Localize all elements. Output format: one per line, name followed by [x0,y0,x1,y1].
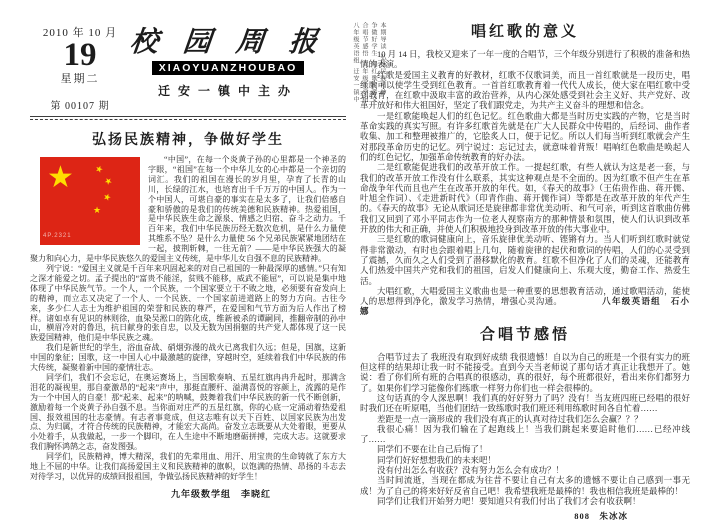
left-column [30,16,386,500]
article-paragraph: 合唱节过去了 我班没有取到好成绩 我很遗憾！自以为自己的班是一个很有实力的班但这样的结果却让我一时不能接受。直到今天当老师说了那句话才真正让我想开了。她说：看了你们所有班的合唱真的很感动，真的很好，每个班都很好，看出来你们都努力了。如果你们学习能像你们练歌一样努力你们也一样会很棒的。 [360,351,690,393]
article-paragraph: 红歌是爱国主义教育的好教材，红歌不仅歌词美，而且一首红歌就是一段历史，唱红歌可以使学生受到红色教育。一首首红歌教育着一代代人成长，使大家在唱红歌中受到教育，在红歌中汲取丰富的政治营养，从内心深处感受到社会主义好、共产党好、改革开放好和伟大祖国好，坚定了我们跟党走，为共产主义奋斗的理想和信念。 [360,69,690,111]
article-paragraph-text: 大唱红歌，大唱爱国主义歌曲也是一种重要的思想教育活动，通过歌唱活动，能使人的思想得到净化，激发学习热情，增强心灵沟通。 [360,285,690,307]
flag-small-star-icon: ★ [93,162,105,176]
masthead-vertical-note: 迁安一镇中 [352,68,359,103]
flag-watermark: 4P.2321 [43,233,72,240]
article2-byline: 808 朱冰冰 [574,511,628,522]
paper-title-pinyin: XIAOYUANZHOUBAO [152,61,305,75]
masthead-vertical-note: 合唱节感悟 [361,22,368,57]
flag-small-star-icon: ★ [102,174,115,188]
flag-small-star-icon: ★ [93,205,102,215]
left-article-headline: 弘扬民族精神，争做好学生 [92,133,284,148]
paper-organizer: 迁安一镇中主办 [158,84,299,98]
article1-byline: 八年级英语组 石小娜 [360,296,690,317]
article-paragraph: 10 月 14 日，我校又迎来了一年一度的合唱节，三个年级分别进行了积极的准备和热情的表演。 [360,49,690,70]
separator-solid-line [30,116,346,117]
article1-body [360,49,690,317]
article2-paragraphs [360,352,690,506]
flag-small-star-icon: ★ [101,190,113,204]
issue-number: 第 00107 期 [50,101,110,112]
masthead [30,16,386,112]
separator-dashed-line [30,119,346,120]
article-paragraph: 三是红歌的歌词健康向上，音乐旋律优美动听、铿锵有力。当人们听到红歌时就觉得非常激动，有时也会跟着唱上几句，随着旋律的起伏和歌词的传唱，人们的心灵受到了震撼，久而久之人们受到了潜移默化的教育。红歌不但净化了人们的灵魂，还能教育人们热爱中国共产党和我们的祖国，启发人们健康向上、乐观大度，勤奋工作、热爱生活。 [360,234,690,286]
article2-title: 合唱节感悟 [479,326,570,343]
article-paragraph: 我很心痛！因为我们输在了起跑线上！当我们跳起来要追时他们……已经冲线了…… [360,423,690,445]
article-paragraph: 二是红歌能促进我们的改革开放工作。一提起红歌，有些人就认为这是老一套，与我们的改革开放工作没有什么联系，其实这种观点是不全面的。因为红歌不但产生在革命战争年代而且也产生在改革开放的年代。如，《春天的故事》（王佑贵作曲、蒋开儒、叶旭全作词）、《走进新时代》（印青作曲、蒋开儒作词）等都是在改革开放的年代产生的。《春天的故事》无论从歌词还是旋律都非常优美动听、和气可亲，听到这首歌曲仿佛我们又回到了邓小平同志作为一位老人视察南方的那种情景和氛围，使人们认识到改革开放的伟大和正确，并使人们积极地投身到改革开放的伟大事业中。 [360,162,690,235]
article-paragraph: 同学们不要在让自己后悔了！ [377,444,488,455]
article-paragraph: 一是红歌能唤起人们的红色记忆。红色歌曲大都是当时历史实践的产物，它是当时革命实践的真实写照。有许多红歌首先就是在广大人民群众中传唱的，后经词、曲作者收集、加工和整理被推广的，它脍炙人口，便于记忆。所以人们每当听到红歌就会产生对那段革命历史的记忆。列宁说过：忘记过去，就意味着背叛！唱响红色歌曲是唤起人们的红色记忆，加强革命传统教育的好办法。 [360,110,690,162]
paper-title: 校 园 周 报 [128,27,328,58]
masthead-vertical-note: 八年级英语组 [352,22,359,64]
left-article-byline: 九年级数学组 李晓红 [170,488,271,499]
paper-title-block [130,16,326,99]
masthead-separator [30,116,346,120]
article-paragraph: 差距是一点一滴形成的 我们没有真正的认真对待过我们怎么会赢？？？ [377,413,643,424]
article-paragraph: 列宁说：“爱国主义就是千百年来巩固起来的对自己祖国的一种最深厚的感情。”只有知之深才能爱之切。孟子提出的“富贵不能淫，贫贱不能移，威武不能屈”，可以说是集中地体现了中华民族气节。一个人，一个民族，一个国家要立于不败之地，必须要有奋发向上的精神，而立志又决定了一个人、一个民族、一个国家前进道路上的努力方向。古往今来，多少仁人志士为维护祖国的荣誉和民族的尊严，在爱国和气节方面为后人作出了榜样。诸如卓有见识的林则徐，血染吴淞口的陈化成，维新被杀的谭嗣同，推翻帝制的孙中山，横眉冷对的鲁迅，抗日献身的张自忠，以及无数为国捐躯的共产党人都体现了这一民族爱国精神，他们是中华民族之魂。 [30,263,346,343]
article1-last-paragraph [360,286,690,317]
article-paragraph: 没有付出怎么有收获？没有努力怎么会有成功？！ [377,464,565,475]
article-paragraph: “中国”，在每一个炎黄子孙的心里都是一个神圣的字眼，“祖国”在每一个中华儿女的心中都是一个亲切的词汇。我们的祖国在漫长的岁月里，孕育了长青的山川，长绿的江水，也培育出千千万万的中国人。作为一个中国人，可堪自豪的事实在是太多了，让我们倍感自豪和骄傲的是我们的传统美德和民族精神。热爱祖国，是中华民族生命之源泉、情感之归宿、奋斗之动力。千百年来，我们中华民族历经无数次危机，是什么力量使其维系不坠？是什么力量使 56 个兄弟民族紧紧地团结在一起，披荆斩棘，一往无前？——是中华民族强大的凝聚力和向心力，是中华民族悠久的爱国主义传统，是中华儿女自强不息的民族精神。 [30,155,346,264]
china-flag-image [40,157,140,245]
masthead-vertical-note: 本期导读 [379,22,386,50]
article-paragraph: 同学们好好想想我们的未来吧！ [377,454,497,465]
article-paragraph: 同学们让我们开始努力吧！要知道只有我们付出了我们才会有收获啊！ [377,495,641,506]
right-column [360,14,690,522]
article-paragraph: 这句话真的令人深思啊！我们真的好好努力了吗？没有！当友班四班已经唱的很好时我们还在听原唱，当他们团结一致练歌时我们班还利用练歌时间各自忙着…… [360,392,690,414]
article1-title: 唱红歌的意义 [470,24,579,40]
article1-paragraphs [360,49,690,286]
left-article-body [30,155,346,482]
masthead-vertical-note: 争做好学生 [370,22,377,57]
article-paragraph: 当时间流逝，当现在都成为往昔不要让自己有太多的遗憾不要让自己感到一事无成！为了自己的将来好好反省自己吧！我希望我班是最棒的！我也相信我班是最棒的！ [360,475,690,496]
masthead-vertical-note: 弘扬民族精神 [379,54,386,96]
date-block [30,16,130,112]
date-weekday: 星期二 [60,73,100,85]
flag-big-star-icon: ★ [47,161,74,194]
date-line: 2010 年 10 月 [42,27,118,39]
article-paragraph: 同学们，我们不会忘记，在奥运赛场上，当国歌奏响、五星红旗冉冉升起时，那满含泪花的凝视里，那自豪激昂的“起来”声中，那挺直腰杆、溢满喜悦的容颜上，流露的是作为一个中国人的自豪！那“起来、起来”的呐喊，鼓舞着我们中华民族的新一代不断创新，激励着每一个炎黄子孙自强不息。当你面对庄严的五星红旗，你的心底一定涌动着热爱祖国、报效祖国的壮志豪情。有志者事竟成，但这志唯有以天下百姓、以国家民族为出发点、为归属，才符合传统的民族精神，才能宏大高尚。奋发立志既要从大处着眼，更要从小处着手，从我做起，一步一个脚印，在人生途中不断地磨砺拼搏，完成大志。这就要求我们胸怀鸿鹄之志，奋发图强。 [30,372,346,452]
masthead-vertical-note: 唱红歌的意义 [370,61,377,103]
date-day: 19 [63,37,97,73]
masthead-vertical-note: 九年级数学组 [361,61,368,103]
article2-body [360,352,690,506]
article-paragraph: 我们是新世纪的学生，浴血奋战、硝烟弥漫的战火已离我们久远；但是，国旗，这新中国的象征；国歌，这一中国人心中最激越的旋律，穿越时空，延续着我们中华民族的伟大传统，凝聚着新中国的豪情壮志。 [30,343,346,373]
article-paragraph: 同学们，民族精神，博大精深，我们的先辈用血、用汗、用宝贵的生命铸就了东方大地上不屈的中华。让我们高扬爱国主义和民族精神的旗帜，以饱满的热情、昂扬的斗志去对待学习，以优异的成绩回报祖国，争做弘扬民族精神的好学生！ [30,452,346,481]
